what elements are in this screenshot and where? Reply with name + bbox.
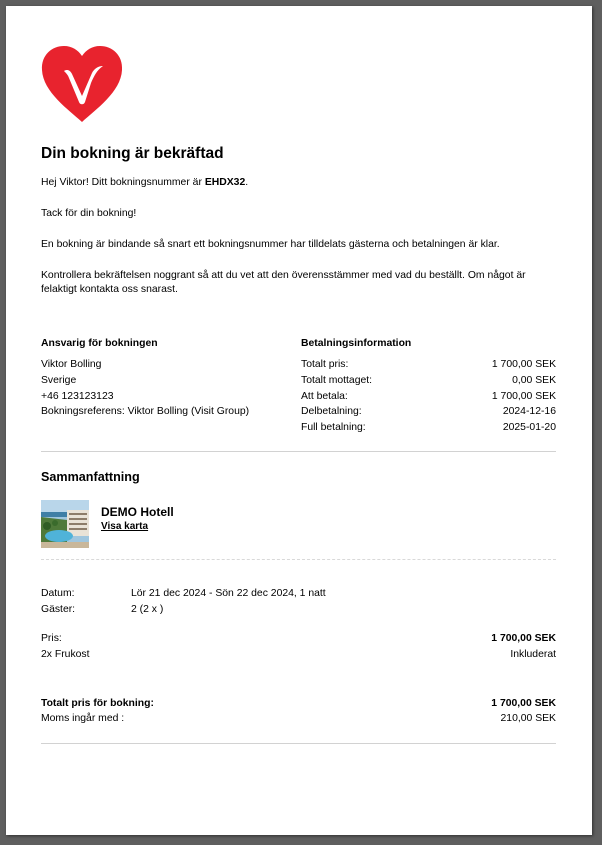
breakfast-row: 2x Frukost Inkluderat bbox=[41, 648, 556, 660]
responsible-reference: Bokningsreferens: Viktor Bolling (Visit Group) bbox=[41, 406, 250, 418]
booking-number: EHDX32 bbox=[204, 177, 246, 188]
payment-row-partial: Delbetalning: 2024-12-16 bbox=[301, 406, 556, 418]
summary-title: Sammanfattning bbox=[41, 469, 140, 484]
price-details bbox=[41, 632, 556, 662]
booking-info-section bbox=[41, 337, 556, 437]
check-notice-text: Kontrollera bekräftelsen noggrant så att du vet att den överensstämmer med vad du beställt. Om något är felaktigt kontakta oss snarast. bbox=[41, 270, 526, 295]
hotel-name: DEMO Hotell bbox=[101, 504, 174, 519]
responsible-title: Ansvarig för bokningen bbox=[41, 338, 158, 349]
hotel-thumbnail[interactable] bbox=[41, 500, 89, 548]
price-row: Pris: 1 700,00 SEK bbox=[41, 632, 556, 644]
heart-v-logo-icon bbox=[39, 44, 125, 124]
date-row: Datum: Lör 21 dec 2024 - Sön 22 dec 2024, 1 natt bbox=[41, 587, 326, 599]
footer-divider bbox=[41, 743, 556, 744]
guests-row: Gäster: 2 (2 x ) bbox=[41, 603, 164, 615]
payment-row-total: Totalt pris: 1 700,00 SEK bbox=[301, 359, 556, 370]
page-title: Din bokning är bekräftad bbox=[41, 145, 224, 162]
thanks-text: Tack för din bokning! bbox=[41, 208, 137, 219]
total-details bbox=[41, 697, 556, 727]
vat-row: Moms ingår med : 210,00 SEK bbox=[41, 713, 556, 725]
hotel-info bbox=[101, 500, 174, 534]
email-content bbox=[41, 144, 556, 744]
responsible-phone: +46 123123123 bbox=[41, 390, 114, 402]
responsible-section bbox=[41, 337, 301, 437]
hotel-divider bbox=[41, 559, 556, 560]
breakfast-value: Inkluderat bbox=[510, 648, 556, 660]
greeting-text: Hej Viktor! Ditt bokningsnummer är EHDX32. bbox=[41, 177, 249, 188]
vat-value: 210,00 SEK bbox=[500, 713, 556, 725]
email-page bbox=[6, 6, 592, 835]
payment-row-full: Full betalning: 2025-01-20 bbox=[301, 422, 556, 434]
payment-row-to-pay: Att betala: 1 700,00 SEK bbox=[301, 390, 556, 402]
date-value: Lör 21 dec 2024 - Sön 22 dec 2024, 1 natt bbox=[131, 587, 326, 599]
payment-section bbox=[301, 337, 556, 437]
section-divider bbox=[41, 451, 556, 452]
binding-notice-text: En bokning är bindande så snart ett bokningsnummer har tilldelats gästerna och betalningen är klar. bbox=[41, 239, 500, 250]
payment-row-received: Totalt mottaget: 0,00 SEK bbox=[301, 374, 556, 386]
booking-details bbox=[41, 587, 556, 617]
show-map-link[interactable]: Visa karta bbox=[101, 520, 149, 532]
responsible-name: Viktor Bolling bbox=[41, 359, 102, 370]
total-row: Totalt pris för bokning: 1 700,00 SEK bbox=[41, 697, 556, 709]
guests-value: 2 (2 x ) bbox=[131, 603, 164, 615]
responsible-country: Sverige bbox=[41, 374, 77, 386]
payment-title: Betalningsinformation bbox=[301, 338, 412, 349]
hotel-card bbox=[41, 500, 556, 548]
price-value: 1 700,00 SEK bbox=[491, 632, 556, 644]
total-value: 1 700,00 SEK bbox=[491, 697, 556, 709]
